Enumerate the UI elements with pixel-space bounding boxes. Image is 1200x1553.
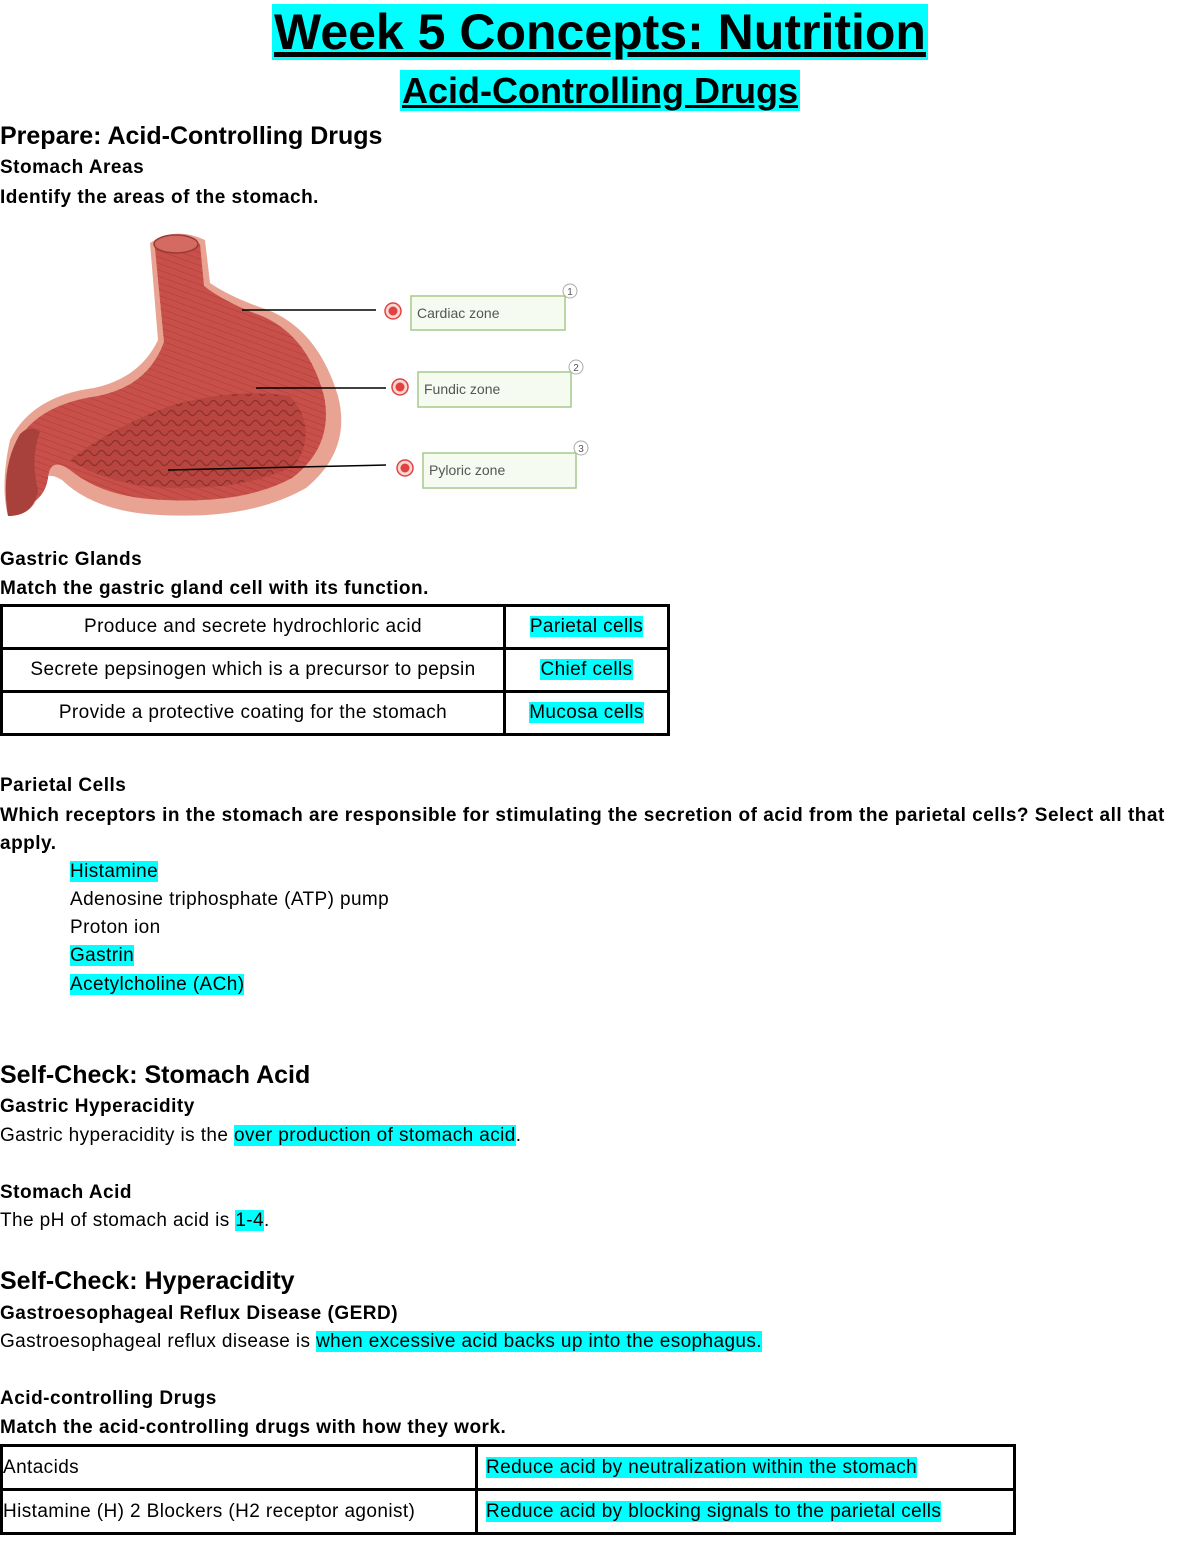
page-title: Week 5 Concepts: Nutrition <box>274 4 926 60</box>
gland-function: Produce and secrete hydrochloric acid <box>2 606 505 649</box>
gland-cell <box>505 649 669 692</box>
hyperacidity-answer: over production of stomach acid <box>234 1125 516 1146</box>
gerd-sentence: Gastroesophageal reflux disease is when excessive acid backs up into the esophagus. <box>0 1331 762 1352</box>
gland-cell-answer: Mucosa cells <box>529 702 644 723</box>
self-check-acid-heading: Self-Check: Stomach Acid <box>0 1061 311 1089</box>
option-item <box>70 973 244 997</box>
gland-cell-answer: Parietal cells <box>529 616 644 637</box>
gland-cell <box>505 692 669 735</box>
svg-text:3: 3 <box>578 444 584 455</box>
drug-action-answer: Reduce acid by blocking signals to the parietal cells <box>486 1500 942 1522</box>
table-row <box>2 1490 1015 1534</box>
stomach-acid-sentence: The pH of stomach acid is 1-4. <box>0 1210 270 1231</box>
svg-text:1: 1 <box>567 287 573 298</box>
option-item <box>70 916 161 940</box>
self-check-hyper-heading: Self-Check: Hyperacidity <box>0 1267 295 1295</box>
table-row <box>2 649 669 692</box>
stomach-areas-question: Identify the areas of the stomach. <box>0 187 319 208</box>
hyperacidity-label: Gastric Hyperacidity <box>0 1096 195 1117</box>
gland-function: Provide a protective coating for the stomach <box>2 692 505 735</box>
option-text: Proton ion <box>70 917 161 938</box>
option-item <box>70 944 134 968</box>
parietal-cells-label: Parietal Cells <box>0 775 127 796</box>
svg-text:2: 2 <box>573 363 579 374</box>
drug-action <box>477 1446 1015 1490</box>
drug-action-answer: Reduce acid by neutralization within the stomach <box>486 1456 918 1478</box>
drug-action <box>477 1490 1015 1534</box>
gastric-glands-question: Match the gastric gland cell with its function. <box>0 578 429 599</box>
esophagus-opening <box>154 235 198 253</box>
parietal-cells-question: Which receptors in the stomach are responsible for stimulating the secretion of acid from the parietal cells? Select all that apply. <box>0 805 1165 854</box>
gland-cell-answer: Chief cells <box>540 659 633 680</box>
hyperacidity-sentence: Gastric hyperacidity is the over production of stomach acid. <box>0 1125 522 1146</box>
option-item <box>70 860 158 884</box>
gerd-label: Gastroesophageal Reflux Disease (GERD) <box>0 1303 399 1324</box>
zone-label-1: Cardiac zone <box>417 305 500 321</box>
page-subtitle: Acid-Controlling Drugs <box>402 70 798 111</box>
stomach-acid-answer: 1-4 <box>235 1210 265 1231</box>
gland-function: Secrete pepsinogen which is a precursor to pepsin <box>2 649 505 692</box>
table-row <box>2 606 669 649</box>
prepare-heading: Prepare: Acid-Controlling Drugs <box>0 122 383 150</box>
table-row <box>2 692 669 735</box>
zone-label-2: Fundic zone <box>424 381 501 397</box>
drugs-table <box>0 1444 1016 1535</box>
table-row <box>2 1446 1015 1490</box>
drugs-question: Match the acid-controlling drugs with how they work. <box>0 1417 507 1438</box>
option-text: Histamine <box>70 861 159 882</box>
option-text: Adenosine triphosphate (ATP) pump <box>70 889 390 910</box>
stomach-acid-label: Stomach Acid <box>0 1182 132 1203</box>
gerd-answer: when excessive acid backs up into the esophagus. <box>316 1331 762 1352</box>
drugs-label: Acid-controlling Drugs <box>0 1388 217 1409</box>
gastric-glands-table <box>0 604 670 736</box>
gland-cell <box>505 606 669 649</box>
gastric-glands-label: Gastric Glands <box>0 549 143 570</box>
drug-name: Antacids <box>2 1446 477 1490</box>
zone-label-3: Pyloric zone <box>429 462 506 478</box>
option-item <box>70 888 389 912</box>
stomach-areas-label: Stomach Areas <box>0 157 145 178</box>
drug-name: Histamine (H) 2 Blockers (H2 receptor agonist) <box>2 1490 477 1534</box>
stomach-diagram <box>0 228 600 523</box>
option-text: Acetylcholine (ACh) <box>70 974 245 995</box>
option-text: Gastrin <box>70 945 135 966</box>
